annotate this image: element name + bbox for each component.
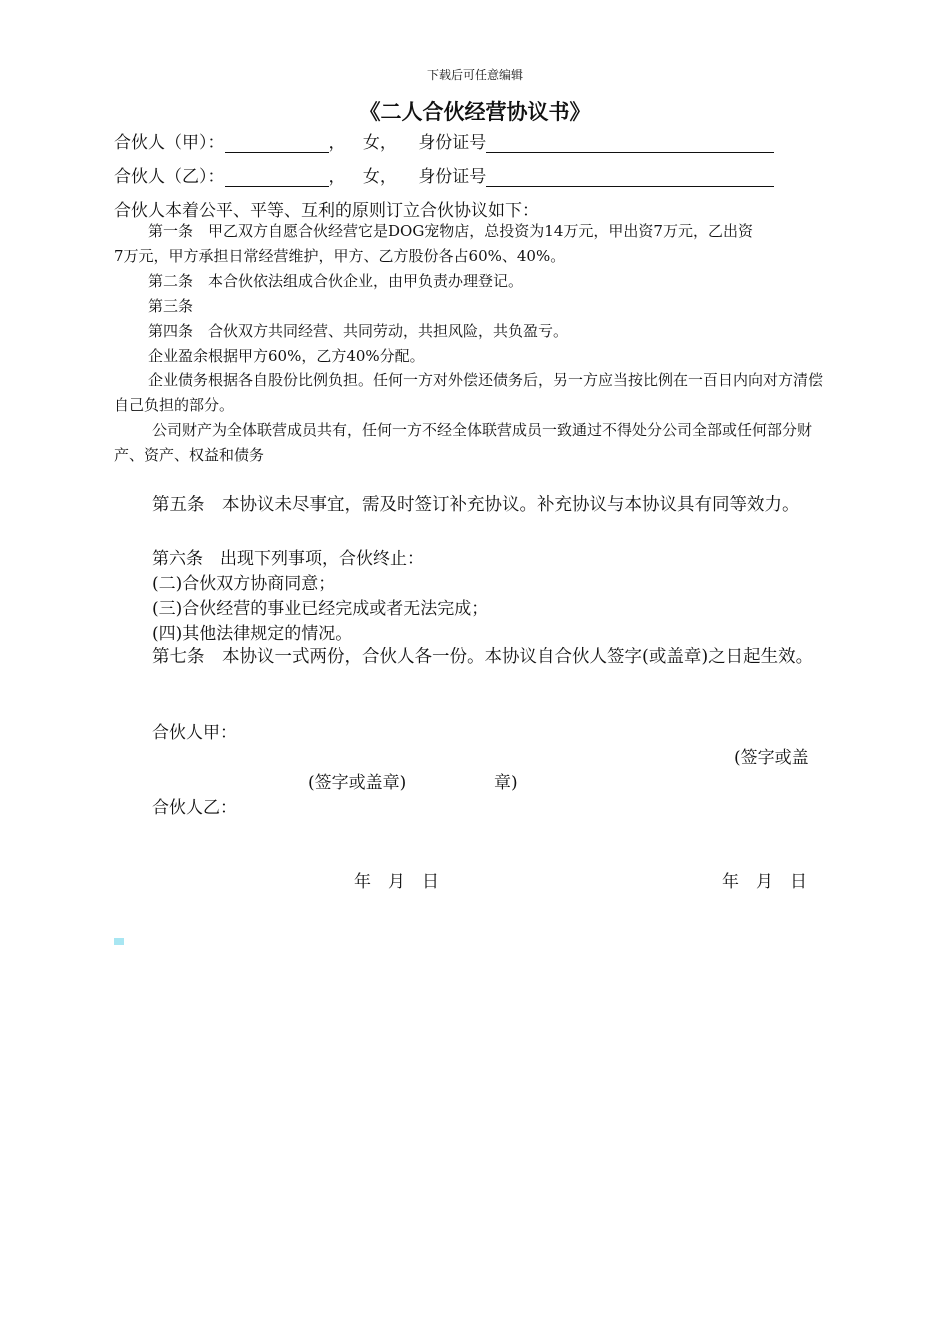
article-3: 第三条 xyxy=(148,297,194,315)
termination-item-2: (二)合伙双方协商同意； xyxy=(152,574,336,594)
partner-b-line xyxy=(114,162,774,187)
signature-a-label: 合伙人甲： xyxy=(152,723,237,743)
cursor-marker xyxy=(114,938,124,945)
article-5: 第五条 本协议未尽事宜，需及时签订补充协议。补充协议与本协议具有同等效力。 xyxy=(152,495,800,515)
header-note: 下载后可任意编辑 xyxy=(426,68,523,82)
partner-a-comma: ， xyxy=(328,133,346,153)
property-clause: 公司财产为全体联营成员共有，任何一方不经全体联营成员一致通过不得处分公司全部或任何部分财产、资产、权益和债务 xyxy=(114,421,813,464)
termination-item-4: (四)其他法律规定的情况。 xyxy=(152,624,353,644)
article-2: 第二条 本合伙依法组成合伙企业，由甲负责办理登记。 xyxy=(148,272,524,290)
termination-item-3: (三)合伙经营的事业已经完成或者无法完成； xyxy=(152,599,489,619)
partner-a-id-blank xyxy=(486,135,774,153)
article-1-line-2: 7万元，甲方承担日常经营维护，甲方、乙方股份各占60%、40%。 xyxy=(114,247,566,265)
partner-a-name-blank xyxy=(225,135,329,153)
partner-a-label: 合伙人（甲）： xyxy=(114,133,225,153)
signature-right-note-part-1: (签字或盖 xyxy=(734,748,809,768)
partner-b-gender: 女， xyxy=(362,167,397,187)
signature-b-label: 合伙人乙： xyxy=(152,798,237,818)
date-left: 年 月 日 xyxy=(354,872,439,892)
partner-a-gender: 女， xyxy=(362,133,397,153)
article-1-line-1: 第一条 甲乙双方自愿合伙经营它是DOG宠物店，总投资为14万元，甲出资7万元，乙出资 xyxy=(148,222,753,240)
partner-b-label: 合伙人（乙）： xyxy=(114,167,225,187)
intro-text: 合伙人本着公平、平等、互利的原则订立合伙协议如下： xyxy=(114,201,539,221)
article-4: 第四条 合伙双方共同经营、共同劳动，共担风险，共负盈亏。 xyxy=(148,322,569,340)
debt-clause: 企业债务根据各自股份比例负担。任何一方对外偿还债务后，另一方应当按比例在一百日内向对方清偿自己负担的部分。 xyxy=(114,371,824,414)
date-right: 年 月 日 xyxy=(722,872,807,892)
signature-right-note-part-2: 章) xyxy=(494,773,518,793)
partner-b-name-blank xyxy=(225,169,329,187)
partner-a-line xyxy=(114,128,774,153)
partner-a-id-label: 身份证号 xyxy=(418,133,487,153)
document-title: 《二人合伙经营协议书》 xyxy=(359,99,591,124)
partner-b-comma: ， xyxy=(328,167,346,187)
article-7: 第七条 本协议一式两份，合伙人各一份。本协议自合伙人签字(或盖章)之日起生效。 xyxy=(152,647,814,667)
partner-b-id-blank xyxy=(486,169,774,187)
signature-left-note: (签字或盖章) xyxy=(308,773,407,793)
partner-b-id-label: 身份证号 xyxy=(418,167,487,187)
article-6: 第六条 出现下列事项，合伙终止： xyxy=(152,549,424,569)
surplus-clause: 企业盈余根据甲方60%，乙方40%分配。 xyxy=(148,347,425,365)
